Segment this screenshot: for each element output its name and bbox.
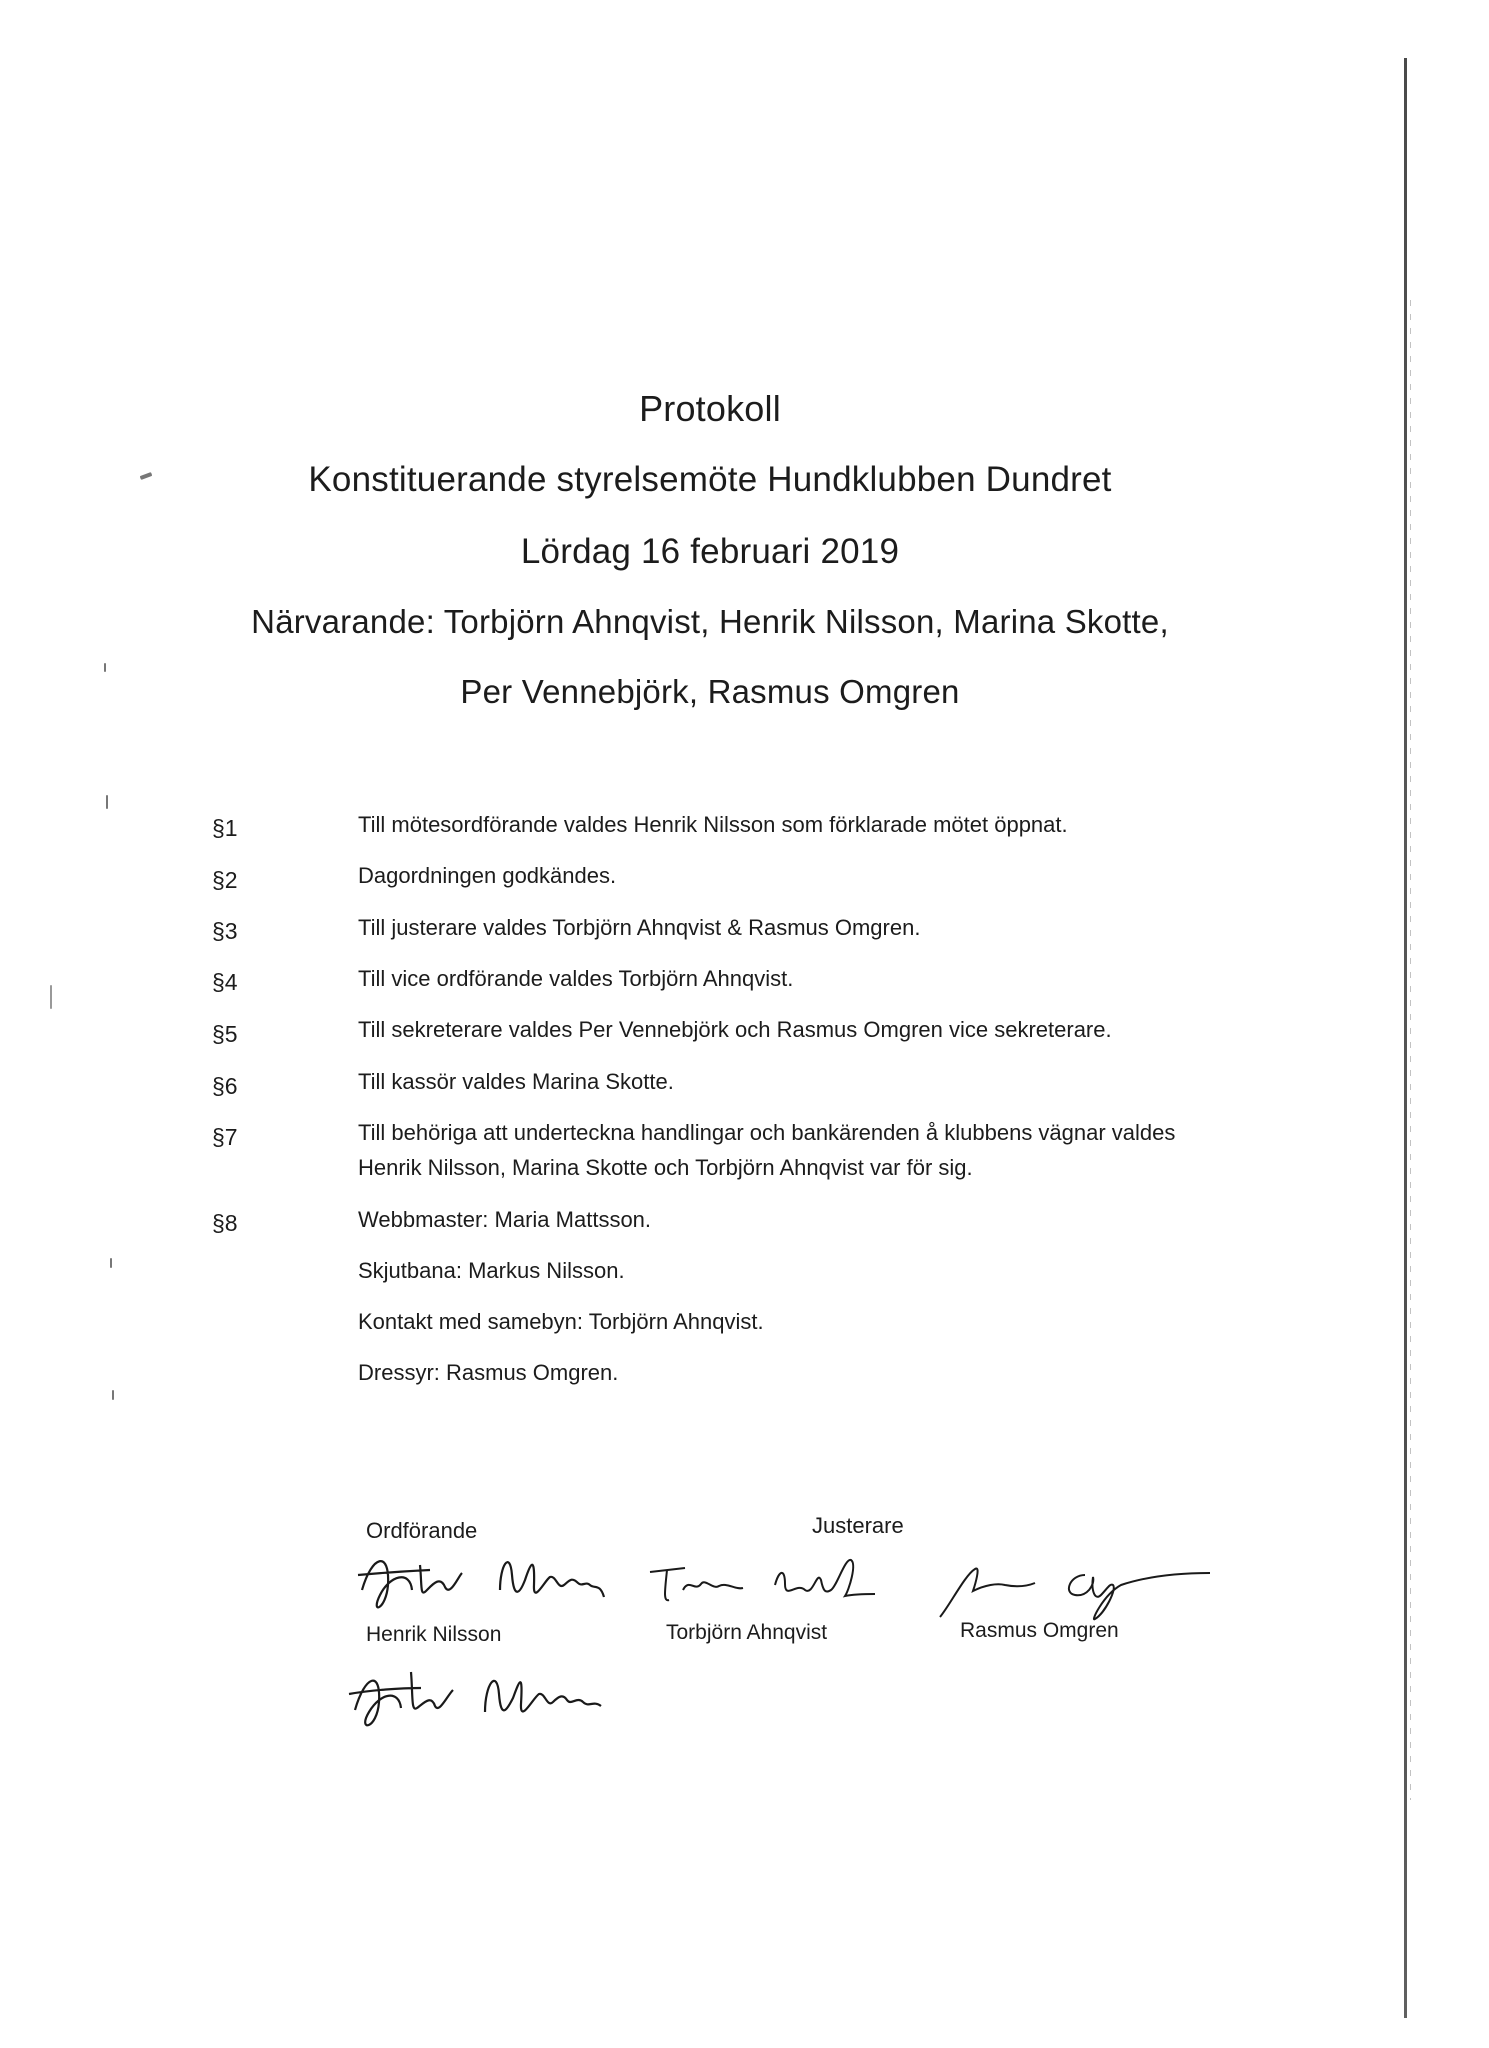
chair-signature-1 [350, 1535, 620, 1625]
scan-speck [106, 795, 108, 809]
scan-edge-line [1404, 58, 1407, 2018]
document-subtitle: Konstituerande styrelsemöte Hundklubben Dundret [308, 460, 1112, 499]
section-text: Till sekreterare valdes Per Vennebjörk och Rasmus Omgren vice sekreterare. [358, 1017, 1112, 1042]
document-title: Protokoll [639, 388, 781, 429]
section-number: §5 [212, 1021, 238, 1047]
chair-signature-2 [335, 1650, 615, 1740]
section-text: Webbmaster: Maria Mattsson. [358, 1207, 652, 1232]
scan-speck [104, 663, 106, 672]
section-text: Dagordningen godkändes. [358, 863, 617, 888]
section-text: Till kassör valdes Marina Skotte. [358, 1069, 674, 1094]
adjuster1-signature [645, 1550, 885, 1620]
adjuster2-name: Rasmus Omgren [960, 1619, 1119, 1642]
section-number: §1 [212, 815, 238, 841]
section-text-extra: Dressyr: Rasmus Omgren. [358, 1360, 619, 1385]
scan-speck [112, 1390, 114, 1400]
section-text: Till behöriga att underteckna handlingar och bankärenden å klubbens vägnar valdes [358, 1120, 1176, 1145]
section-number: §7 [212, 1124, 238, 1150]
section-number: §6 [212, 1073, 238, 1099]
section-text-continued: Henrik Nilsson, Marina Skotte och Torbjörn Ahnqvist var för sig. [358, 1155, 973, 1180]
section-text: Till vice ordförande valdes Torbjörn Ahnqvist. [358, 966, 794, 991]
section-text-extra: Skjutbana: Markus Nilsson. [358, 1258, 625, 1283]
chair-label: Ordförande [366, 1518, 478, 1543]
section-text: Till mötesordförande valdes Henrik Nilsson som förklarade mötet öppnat. [358, 812, 1068, 837]
scan-speck [110, 1258, 112, 1268]
section-number: §8 [212, 1210, 238, 1236]
chair-name: Henrik Nilsson [366, 1623, 502, 1646]
adjuster-label: Justerare [812, 1513, 904, 1538]
section-text-extra: Kontakt med samebyn: Torbjörn Ahnqvist. [358, 1309, 764, 1334]
section-number: §3 [212, 918, 238, 944]
meeting-date: Lördag 16 februari 2019 [520, 532, 900, 571]
scan-speck [50, 985, 52, 1009]
scan-edge-dashes [1410, 300, 1411, 1800]
section-number: §4 [212, 969, 238, 995]
attendees-line-1: Närvarande: Torbjörn Ahnqvist, Henrik Nilsson, Marina Skotte, [251, 603, 1169, 640]
attendees-line-2: Per Vennebjörk, Rasmus Omgren [460, 673, 960, 710]
section-text: Till justerare valdes Torbjörn Ahnqvist & Rasmus Omgren. [358, 915, 921, 940]
adjuster1-name: Torbjörn Ahnqvist [666, 1621, 828, 1644]
section-number: §2 [212, 867, 238, 893]
